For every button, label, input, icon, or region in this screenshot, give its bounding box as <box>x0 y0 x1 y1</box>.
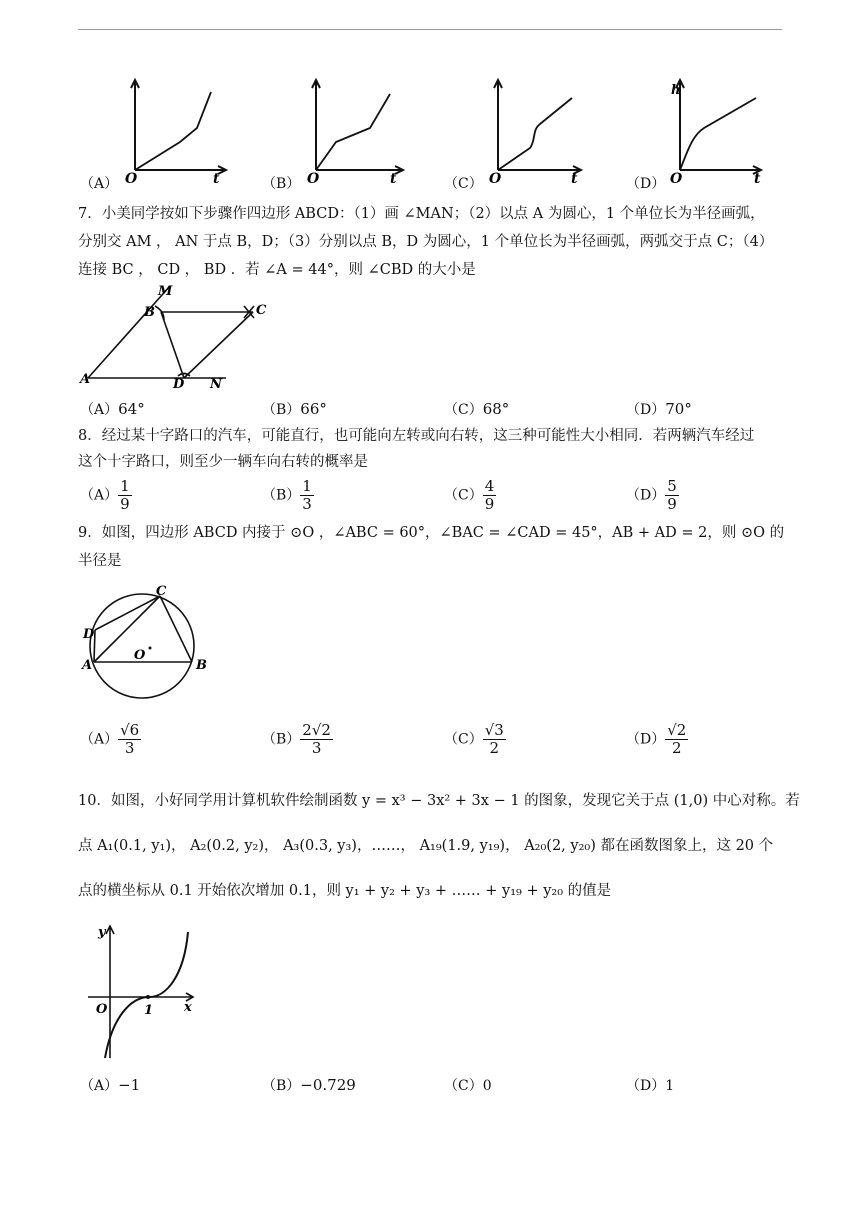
q10-option-c[interactable]: （C）0 <box>444 1078 492 1094</box>
q10-option-d[interactable]: （D）1 <box>626 1078 675 1094</box>
q7-label-b: B <box>144 305 155 320</box>
q10-text-line1: 10．如图，小好同学用计算机软件绘制函数 y = x³ − 3x² + 3x − 1 的图象，发现它关于点 (1,0) 中心对称。若 <box>78 793 800 809</box>
q10-label-x: x <box>184 1000 192 1015</box>
q9-label-b: B <box>196 658 207 673</box>
q7-option-c[interactable]: （C）68° <box>444 400 510 418</box>
q10-figure <box>80 918 205 1063</box>
q9-label-c: C <box>156 584 167 599</box>
q7-option-b[interactable]: （B）66° <box>262 400 327 418</box>
q6-option-c[interactable]: （C） <box>444 176 483 192</box>
q10-option-a[interactable]: （A）−1 <box>80 1076 141 1094</box>
q10-label-one: 1 <box>144 1003 154 1018</box>
q6-b-t: t <box>390 171 397 187</box>
q9-option-a[interactable]: （A） $\frac{√6}{3}$ <box>80 721 140 757</box>
q6-option-a[interactable]: （A） <box>80 176 119 192</box>
q7-text-line3: 连接 BC ， CD ， BD ．若 ∠A = 44°，则 ∠CBD 的大小是 <box>78 262 476 278</box>
q7-label-d: D <box>173 377 185 392</box>
q8-text-line1: 8．经过某十字路口的汽车，可能直行，也可能向左转或向右转，这三种可能性大小相同．若两辆汽车经过 <box>78 428 755 444</box>
q7-option-a[interactable]: （A）64° <box>80 400 145 418</box>
q7-text-line1: 7．小美同学按如下步骤作四边形 ABCD：（1）画 ∠MAN；（2）以点 A 为圆心，1 个单位长为半径画弧， <box>78 206 765 222</box>
q6-d-h: h <box>671 83 681 98</box>
q6-graphs <box>80 70 790 195</box>
q7-label-c: C <box>256 303 267 318</box>
q8-text-line2: 这个十字路口，则至少一辆车向右转的概率是 <box>78 454 368 470</box>
q10-label-o: O <box>96 1002 108 1017</box>
q7-label-a: A <box>80 372 91 387</box>
q10-option-b[interactable]: （B）−0.729 <box>262 1076 356 1094</box>
q10-text-line2: 点 A₁(0.1, y₁)， A₂(0.2, y₂)， A₃(0.3, y₃)，……， A₁₉(1.9, y₁₉)， A₂₀(2, y₂₀) 都在函数图象上，这 20 个 <box>78 838 774 854</box>
q6-c-t: t <box>571 171 578 187</box>
top-rule <box>78 29 782 30</box>
q7-option-d[interactable]: （D）70° <box>626 400 692 418</box>
q6-b-origin: O <box>307 171 320 187</box>
q10-label-y: y <box>98 925 106 940</box>
q9-label-d: D <box>83 627 95 642</box>
q7-text-line2: 分别交 AM ， AN 于点 B，D；（3）分别以点 B，D 为圆心，1 个单位长为半径画弧，两弧交于点 C；（4） <box>78 234 774 250</box>
q10-text-line3: 点的横坐标从 0.1 开始依次增加 0.1，则 y₁ + y₂ + y₃ + …… + y₁₉ + y₂₀ 的值是 <box>78 883 612 899</box>
q9-option-c[interactable]: （C） $\frac{√3}{2}$ <box>444 721 504 757</box>
q9-text-line1: 9．如图，四边形 ABCD 内接于 ⊙O ，∠ABC = 60°，∠BAC = ∠CAD = 45°，AB + AD = 2，则 ⊙O 的 <box>78 525 785 541</box>
q8-option-a[interactable]: （A） $\frac{1}{9}$ <box>80 477 130 513</box>
q6-a-origin: O <box>125 171 138 187</box>
q7-label-m: M <box>158 284 173 299</box>
q6-option-b[interactable]: （B） <box>262 176 301 192</box>
q9-figure <box>80 580 215 708</box>
q9-text-line2: 半径是 <box>78 553 122 569</box>
q6-d-t: t <box>754 171 761 187</box>
q9-option-b[interactable]: （B） $\frac{2√2}{3}$ <box>262 721 331 757</box>
q9-label-o: O <box>134 648 146 663</box>
q6-c-origin: O <box>489 171 502 187</box>
q9-label-a: A <box>82 658 93 673</box>
q9-option-d[interactable]: （D） $\frac{√2}{2}$ <box>626 721 687 757</box>
q6-option-d[interactable]: （D） <box>626 176 666 192</box>
q8-option-c[interactable]: （C） $\frac{4}{9}$ <box>444 477 495 513</box>
q8-option-d[interactable]: （D） $\frac{5}{9}$ <box>626 477 677 513</box>
q7-label-n: N <box>210 377 222 392</box>
q6-d-origin: O <box>670 171 683 187</box>
q7-figure <box>78 282 278 392</box>
q8-option-b[interactable]: （B） $\frac{1}{3}$ <box>262 477 312 513</box>
q6-a-t: t <box>213 171 220 187</box>
